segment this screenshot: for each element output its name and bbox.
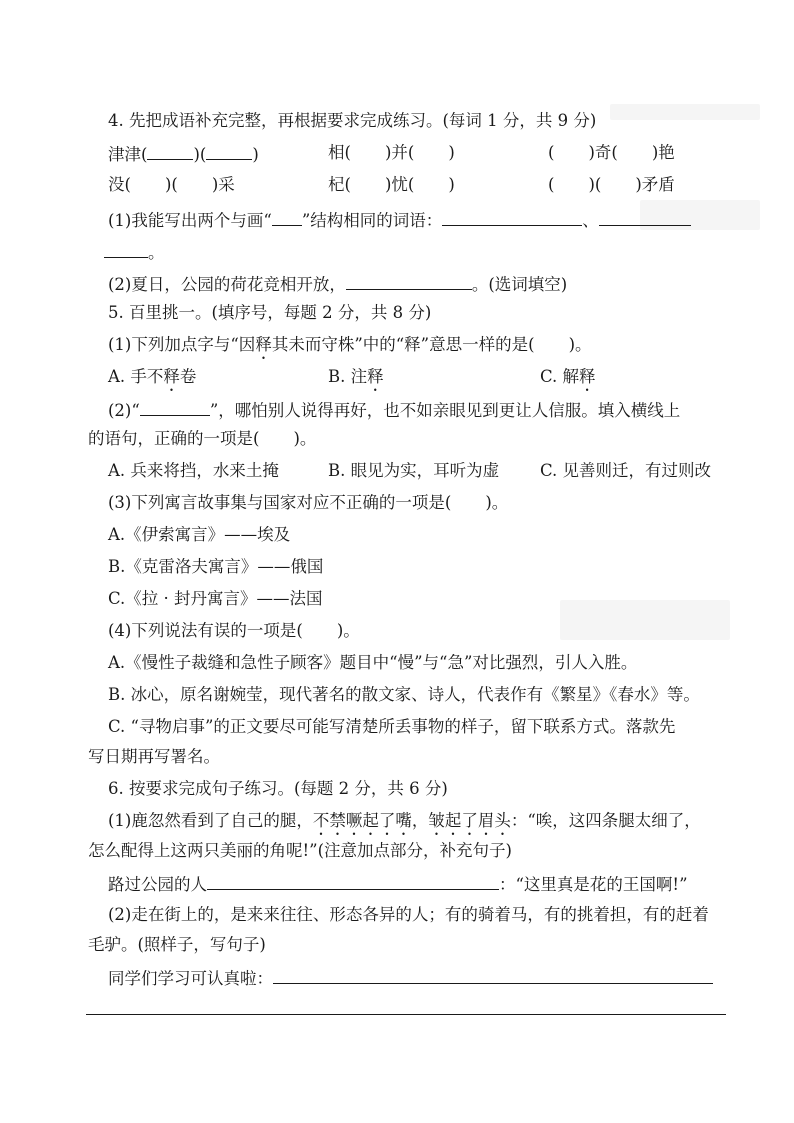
- q6-item2-fill: 同学们学习可认真啦：: [108, 966, 713, 990]
- q5-item3-optC: C.《拉 · 封丹寓言》——法国: [108, 589, 323, 608]
- q6-item2: (2)走在街上的，是来来往往、形态各异的人；有的骑着马，有的挑着担，有的赶着: [108, 905, 709, 924]
- answer-line[interactable]: [140, 398, 210, 416]
- idiom-6: ( )( )矛盾: [548, 175, 675, 194]
- structure-marker: [272, 208, 302, 226]
- scan-smudge: [610, 104, 760, 120]
- answer-line[interactable]: [273, 966, 713, 984]
- answer-line[interactable]: [599, 208, 691, 226]
- idiom-5: 杞( )忧( ): [328, 175, 455, 194]
- q4-part2: (2)夏日，公园的荷花竞相开放， 。(选词填空): [108, 272, 567, 296]
- q6-item1-fill: 路过公园的人 ：“这里真是花的王国啊!”: [108, 872, 688, 896]
- q4-part1: (1)我能写出两个与画“ ”结构相同的词语： 、: [108, 208, 691, 232]
- q5-item1: (1)下列加点字与“因释其未而守株”中的“释”意思一样的是( )。: [108, 335, 592, 354]
- q5-item4-optC-cont: 写日期再写署名。: [88, 747, 220, 766]
- q5-item3-optA: A.《伊索寓言》——埃及: [108, 525, 291, 544]
- q6-item2-cont: 毛驴。(照样子，写句子): [88, 935, 266, 954]
- q5-item4: (4)下列说法有误的一项是( )。: [108, 621, 360, 640]
- answer-line[interactable]: [207, 872, 499, 890]
- idiom-1: 津津( )( ): [108, 142, 259, 166]
- q5-item3: (3)下列寓言故事集与国家对应不正确的一项是( )。: [108, 493, 509, 512]
- q5-item2-optB: B. 眼见为实，耳听为虚: [328, 461, 500, 480]
- q5-item4-optA: A.《慢性子裁缝和急性子顾客》题目中“慢”与“急”对比强烈，引人入胜。: [108, 653, 638, 672]
- q5-item4-optB: B. 冰心，原名谢婉莹，现代著名的散文家、诗人，代表作有《繁星》《春水》等。: [108, 685, 700, 704]
- q5-item2-cont: 的语句，正确的一项是( )。: [88, 429, 317, 448]
- idiom-3: ( )奇( )艳: [548, 143, 675, 162]
- q6-title: 6. 按要求完成句子练习。(每题 2 分，共 6 分): [108, 779, 448, 798]
- q5-item1-optC: C. 解释: [540, 367, 596, 386]
- q5-item2: (2)“ ”，哪怕别人说得再好，也不如亲眼见到更让人信服。填入横线上: [108, 398, 680, 422]
- idiom-blank[interactable]: [206, 142, 252, 160]
- answer-line[interactable]: [104, 240, 148, 258]
- idiom-2: 相( )并( ): [328, 143, 455, 162]
- q4-title: 4. 先把成语补充完整，再根据要求完成练习。(每词 1 分，共 9 分): [108, 111, 597, 130]
- q5-item1-optB: B. 注释: [328, 367, 384, 386]
- q5-item2-optA: A. 兵来将挡，水来土掩: [108, 461, 279, 480]
- idiom-4: 没( )( )采: [108, 175, 235, 194]
- q5-item1-optA: A. 手不释卷: [108, 367, 197, 386]
- q5-title: 5. 百里挑一。(填序号，每题 2 分，共 8 分): [108, 303, 432, 322]
- q4-part1-cont: 。: [104, 240, 165, 264]
- answer-line[interactable]: [442, 208, 582, 226]
- scan-smudge: [560, 600, 730, 640]
- q5-item4-optC: C. “寻物启事”的正文要尽可能写清楚所丢事物的样子，留下联系方式。落款先: [108, 717, 676, 736]
- answer-line[interactable]: [86, 1014, 726, 1015]
- answer-line[interactable]: [346, 272, 472, 290]
- q6-item1: (1)鹿忽然看到了自己的腿，不禁噘起了嘴，皱起了眉头：“唉，这四条腿太细了，: [108, 811, 701, 830]
- idiom-blank[interactable]: [147, 142, 193, 160]
- q5-item2-optC: C. 见善则迁，有过则改: [540, 461, 712, 480]
- q6-item1-cont: 怎么配得上这两只美丽的角呢!”(注意加点部分，补充句子): [88, 841, 512, 860]
- q5-item3-optB: B.《克雷洛夫寓言》——俄国: [108, 557, 324, 576]
